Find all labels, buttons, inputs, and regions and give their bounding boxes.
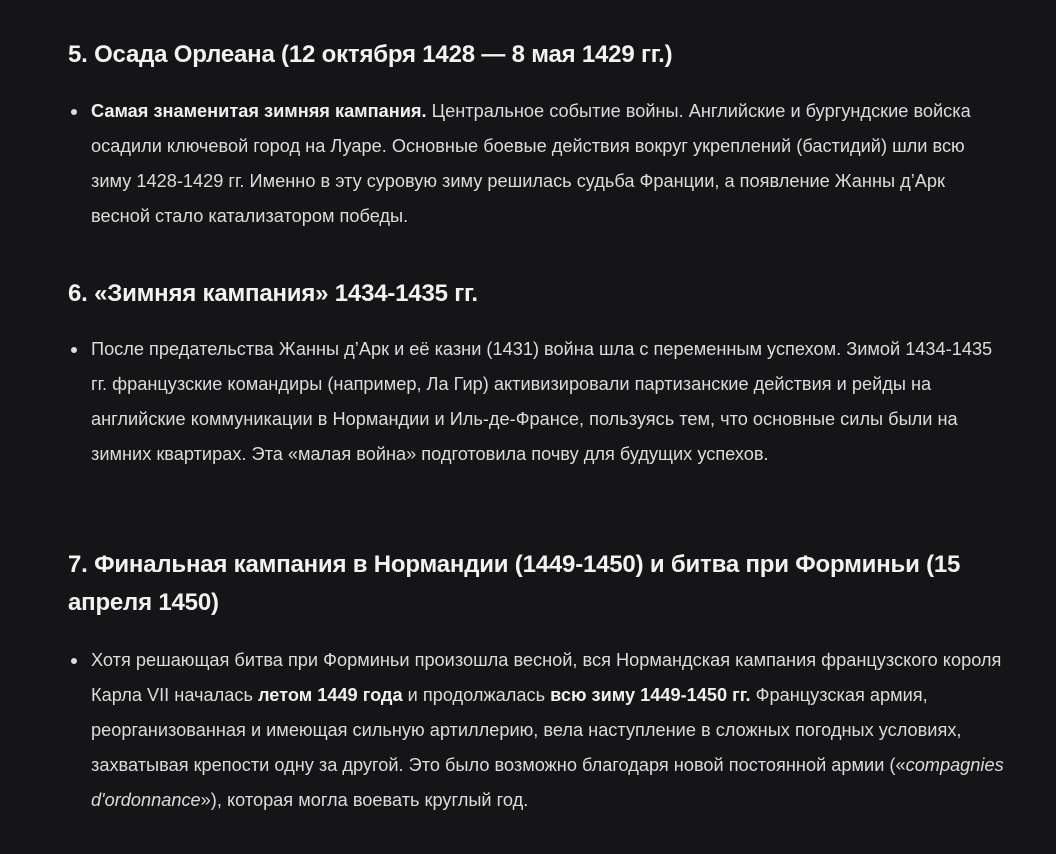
bullet-list-normandy [68,643,1008,818]
bold-text-winter-1449-1450: всю зиму 1449-1450 гг. [550,685,751,705]
paragraph-text: »), которая могла воевать круглый год. [200,790,529,810]
paragraph-text: После предательства Жанны д’Арк и её казни (1431) война шла с переменным успехом. Зимой 1434-1435 гг. французские командиры (например, Ла Гир) активизировали партизанские действия и рейды на английские коммуникации в Нормандии и Иль-де-Франсе, пользуясь тем, что основные силы были на зимних квартирах. Эта «малая война» подготовила почву для будущих успехов. [91,339,993,464]
paragraph-text: Хотя решающая битва при Форминьи произошла весной, вся Нормандская кампания французского короля Карла VII началась [91,650,1002,705]
section-title-normandy-campaign: 7. Финальная кампания в Нормандии (1449-1450) и битва при Форминьи (15 апреля 1450) [68,551,961,616]
list-item [68,332,1008,472]
list-item [68,94,1008,234]
italic-term: compagnies d'ordonnance [91,755,1004,810]
paragraph-text: Французская армия, реорганизованная и имеющая сильную артиллерию, вела наступление в сложных погодных условиях, захватывая крепости одну за другой. Это было возможно благодаря новой постоянной армии (« [91,685,962,775]
bold-text-summer-1449: летом 1449 года [257,685,403,705]
section-title-winter-campaign: 6. «Зимняя кампания» 1434-1435 гг. [68,280,478,307]
bold-lead-text: Самая знаменитая зимняя кампания. [91,101,427,121]
list-item [68,643,1008,818]
bullet-list-winter-campaign [68,332,1008,472]
paragraph-text: и продолжалась [402,685,551,705]
bullet-list-orleans [68,94,1008,234]
section-title-orleans-siege: 5. Осада Орлеана (12 октября 1428 — 8 мая 1429 гг.) [68,41,673,68]
paragraph-text: Центральное событие войны. Английские и бургундские войска осадили ключевой город на Луаре. Основные боевые действия вокруг укреплений (бастидий) шли всю зиму 1428-1429 гг. Именно в эту суровую зиму решилась судьба Франции, а появление Жанны д’Арк весной стало катализатором победы. [91,101,971,226]
